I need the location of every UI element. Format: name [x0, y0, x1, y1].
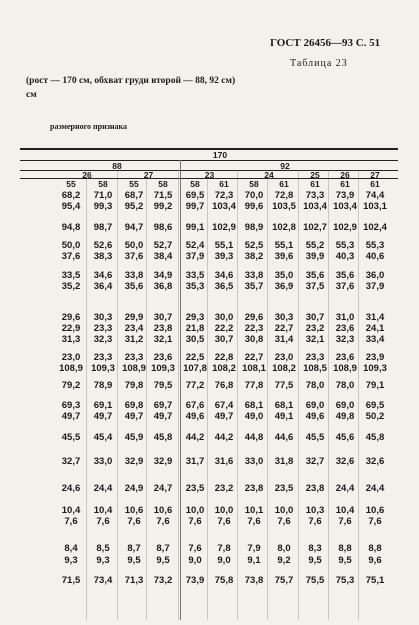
table-cell: 35,3	[185, 281, 205, 292]
column-head: 55	[129, 179, 139, 189]
table-cell: 108,9	[333, 363, 357, 374]
table-cell: 107,8	[183, 363, 207, 374]
table-cell: 73,4	[93, 575, 113, 586]
table-cell: 34,9	[153, 270, 173, 281]
standard-header: ГОСТ 26456—93 С. 51	[270, 37, 381, 49]
waist-group-label: 25	[310, 170, 320, 180]
table-cell: 109,3	[363, 363, 387, 374]
table-cell: 36,9	[274, 281, 294, 292]
table-cell: 102,9	[333, 222, 357, 233]
table-cell: 23,8	[305, 483, 325, 494]
table-cell: 55,3	[335, 240, 355, 251]
table-cell: 45,5	[305, 432, 325, 443]
table-cell: 31,4	[274, 334, 294, 345]
table-cell: 31,8	[274, 456, 294, 467]
table-cell: 32,3	[93, 334, 113, 345]
table-cell: 44,2	[185, 432, 205, 443]
table-cell: 34,6	[214, 270, 234, 281]
table-cell: 10,4	[93, 505, 113, 516]
table-cell: 23,0	[61, 352, 81, 363]
table-cell: 7,6	[308, 516, 322, 527]
table-cell: 7,6	[96, 516, 110, 527]
table-cell: 45,6	[335, 432, 355, 443]
table-cell: 44,6	[274, 432, 294, 443]
table-cell: 109,3	[91, 363, 115, 374]
table-cell: 39,9	[305, 251, 325, 262]
table-cell: 44,2	[214, 432, 234, 443]
table-cell: 22,2	[214, 323, 234, 334]
table-cell: 33,4	[365, 334, 385, 345]
table-cell: 9,0	[188, 555, 202, 566]
table-cell: 24,4	[365, 483, 385, 494]
table-cell: 7,6	[338, 516, 352, 527]
table-cell: 73,9	[335, 190, 355, 201]
table-cell: 23,3	[305, 352, 325, 363]
table-cell: 99,3	[93, 201, 113, 212]
table-cell: 77,8	[244, 380, 264, 391]
table-cell: 7,6	[188, 516, 202, 527]
table-cell: 32,1	[305, 334, 325, 345]
table-cell: 99,2	[153, 201, 173, 212]
table-cell: 10,6	[124, 505, 144, 516]
table-cell: 23,6	[335, 352, 355, 363]
table-caption: Таблица 23	[290, 58, 348, 69]
table-cell: 109,3	[151, 363, 175, 374]
table-cell: 35,6	[305, 270, 325, 281]
table-cell: 23,0	[274, 352, 294, 363]
waist-group-label: 27	[370, 170, 380, 180]
table-cell: 37,9	[185, 251, 205, 262]
chest-group-label: 92	[280, 161, 290, 171]
table-cell: 37,6	[124, 251, 144, 262]
table-cell: 32,9	[153, 456, 173, 467]
table-cell: 10,6	[365, 505, 385, 516]
table-cell: 8,8	[338, 543, 352, 554]
table-cell: 99,1	[185, 222, 205, 233]
table-cell: 103,4	[212, 201, 236, 212]
table-cell: 9,5	[127, 555, 141, 566]
table-cell: 10,0	[274, 505, 294, 516]
table-cell: 23,5	[185, 483, 205, 494]
table-cell: 40,6	[365, 251, 385, 262]
table-cell: 68,1	[274, 400, 294, 411]
table-cell: 78,0	[335, 380, 355, 391]
table-cell: 9,1	[247, 555, 261, 566]
column-head: 58	[249, 179, 259, 189]
table-cell: 23,6	[153, 352, 173, 363]
table-cell: 98,6	[153, 222, 173, 233]
table-cell: 52,7	[153, 240, 173, 251]
table-cell: 8,5	[96, 543, 110, 554]
table-cell: 7,6	[127, 516, 141, 527]
table-cell: 9,6	[368, 555, 382, 566]
table-cell: 23,3	[93, 352, 113, 363]
table-cell: 108,2	[272, 363, 296, 374]
column-head: 61	[219, 179, 229, 189]
table-cell: 103,5	[272, 201, 296, 212]
table-cell: 39,3	[214, 251, 234, 262]
table-cell: 32,6	[365, 456, 385, 467]
table-cell: 7,6	[217, 516, 231, 527]
table-cell: 35,7	[244, 281, 264, 292]
table-cell: 36,5	[214, 281, 234, 292]
height-group-label: 170	[212, 150, 228, 160]
table-cell: 23,3	[124, 352, 144, 363]
table-cell: 32,7	[61, 456, 81, 467]
section-label: размерного признака	[50, 122, 128, 131]
table-cell: 31,4	[365, 312, 385, 323]
table-cell: 55,2	[305, 240, 325, 251]
table-cell: 75,3	[335, 575, 355, 586]
table-cell: 69,1	[93, 400, 113, 411]
table-cell: 103,4	[303, 201, 327, 212]
table-cell: 69,5	[365, 400, 385, 411]
table-cell: 9,5	[338, 555, 352, 566]
table-cell: 70,0	[244, 190, 264, 201]
table-cell: 69,0	[305, 400, 325, 411]
table-cell: 71,3	[124, 575, 144, 586]
table-cell: 103,4	[333, 201, 357, 212]
table-cell: 49,8	[335, 411, 355, 422]
table-cell: 9,3	[96, 555, 110, 566]
table-cell: 40,3	[335, 251, 355, 262]
table-cell: 23,8	[244, 483, 264, 494]
table-cell: 67,6	[185, 400, 205, 411]
column-head: 61	[370, 179, 380, 189]
table-cell: 37,9	[365, 281, 385, 292]
table-cell: 8,7	[127, 543, 141, 554]
table-cell: 30,7	[214, 334, 234, 345]
table-condition: (рост — 170 см, обхват груди второй — 88, 92 см)	[26, 76, 236, 86]
table-cell: 23,4	[124, 323, 144, 334]
table-cell: 55,1	[274, 240, 294, 251]
table-cell: 77,5	[274, 380, 294, 391]
table-cell: 108,5	[303, 363, 327, 374]
table-cell: 45,8	[153, 432, 173, 443]
table-cell: 35,2	[61, 281, 81, 292]
unit-label: см	[26, 90, 37, 100]
table-cell: 73,8	[244, 575, 264, 586]
table-cell: 30,0	[214, 312, 234, 323]
waist-group-label: 26	[82, 170, 92, 180]
column-head: 61	[279, 179, 289, 189]
table-cell: 69,5	[185, 190, 205, 201]
table-cell: 9,5	[156, 555, 170, 566]
table-cell: 71,0	[93, 190, 113, 201]
table-cell: 73,2	[153, 575, 173, 586]
chest-group-label: 88	[112, 161, 122, 171]
table-cell: 22,9	[61, 323, 81, 334]
table-cell: 33,8	[124, 270, 144, 281]
table-cell: 49,6	[305, 411, 325, 422]
table-cell: 50,2	[365, 411, 385, 422]
table-cell: 49,1	[274, 411, 294, 422]
table-cell: 8,3	[308, 543, 322, 554]
table-cell: 32,7	[305, 456, 325, 467]
table-cell: 23,2	[305, 323, 325, 334]
table-cell: 77,2	[185, 380, 205, 391]
table-cell: 10,3	[305, 505, 325, 516]
table-cell: 21,8	[185, 323, 205, 334]
table-cell: 79,2	[61, 380, 81, 391]
table-cell: 9,0	[217, 555, 231, 566]
table-cell: 35,0	[274, 270, 294, 281]
table-cell: 24,1	[365, 323, 385, 334]
table-cell: 79,1	[365, 380, 385, 391]
column-head: 58	[98, 179, 108, 189]
waist-group-label: 24	[264, 170, 274, 180]
table-cell: 94,8	[61, 222, 81, 233]
table-cell: 38,3	[93, 251, 113, 262]
table-cell: 29,9	[124, 312, 144, 323]
table-cell: 79,8	[124, 380, 144, 391]
table-cell: 8,4	[64, 543, 78, 554]
table-cell: 22,7	[244, 352, 264, 363]
table-cell: 69,8	[124, 400, 144, 411]
table-cell: 9,3	[64, 555, 78, 566]
table-cell: 72,3	[214, 190, 234, 201]
table-cell: 45,9	[124, 432, 144, 443]
table-cell: 7,6	[368, 516, 382, 527]
table-cell: 8,8	[368, 543, 382, 554]
table-cell: 33,0	[93, 456, 113, 467]
table-cell: 98,7	[93, 222, 113, 233]
table-cell: 37,6	[335, 281, 355, 292]
table-cell: 33,5	[185, 270, 205, 281]
table-cell: 68,1	[244, 400, 264, 411]
table-cell: 108,1	[242, 363, 266, 374]
table-cell: 52,6	[93, 240, 113, 251]
table-cell: 55,1	[214, 240, 234, 251]
table-cell: 37,5	[305, 281, 325, 292]
table-cell: 103,1	[363, 201, 387, 212]
table-cell: 33,0	[244, 456, 264, 467]
table-cell: 32,1	[153, 334, 173, 345]
table-cell: 8,0	[277, 543, 291, 554]
table-cell: 69,3	[61, 400, 81, 411]
table-cell: 23,5	[274, 483, 294, 494]
table-cell: 79,5	[153, 380, 173, 391]
table-cell: 45,8	[365, 432, 385, 443]
table-cell: 23,9	[365, 352, 385, 363]
table-cell: 75,5	[305, 575, 325, 586]
table-cell: 75,1	[365, 575, 385, 586]
table-cell: 7,9	[247, 543, 261, 554]
table-cell: 29,6	[244, 312, 264, 323]
table-cell: 30,3	[93, 312, 113, 323]
table-cell: 95,4	[61, 201, 81, 212]
table-cell: 32,6	[335, 456, 355, 467]
table-cell: 108,2	[212, 363, 236, 374]
table-cell: 49,0	[244, 411, 264, 422]
table-cell: 37,6	[61, 251, 81, 262]
table-cell: 75,8	[214, 575, 234, 586]
table-cell: 72,8	[274, 190, 294, 201]
table-cell: 35,6	[124, 281, 144, 292]
table-cell: 22,7	[274, 323, 294, 334]
table-cell: 30,7	[305, 312, 325, 323]
table-cell: 69,0	[335, 400, 355, 411]
table-cell: 68,7	[124, 190, 144, 201]
table-cell: 71,5	[61, 575, 81, 586]
table-cell: 24,9	[124, 483, 144, 494]
table-cell: 32,3	[335, 334, 355, 345]
table-cell: 38,4	[153, 251, 173, 262]
table-cell: 10,6	[153, 505, 173, 516]
table-cell: 108,9	[122, 363, 146, 374]
table-cell: 23,2	[214, 483, 234, 494]
table-cell: 102,9	[212, 222, 236, 233]
table-cell: 7,6	[188, 543, 202, 554]
table-cell: 24,4	[93, 483, 113, 494]
table-cell: 102,8	[272, 222, 296, 233]
table-cell: 9,5	[308, 555, 322, 566]
table-cell: 99,6	[244, 201, 264, 212]
table-cell: 69,7	[153, 400, 173, 411]
table-cell: 7,6	[64, 516, 78, 527]
table-cell: 49,7	[153, 411, 173, 422]
table-cell: 7,6	[247, 516, 261, 527]
table-cell: 30,3	[274, 312, 294, 323]
table-cell: 10,0	[214, 505, 234, 516]
table-cell: 10,4	[335, 505, 355, 516]
table-cell: 7,6	[277, 516, 291, 527]
table-cell: 36,8	[153, 281, 173, 292]
table-cell: 24,7	[153, 483, 173, 494]
column-head: 58	[190, 179, 200, 189]
table-cell: 24,6	[61, 483, 81, 494]
table-cell: 31,6	[214, 456, 234, 467]
table-cell: 10,1	[244, 505, 264, 516]
table-cell: 73,3	[305, 190, 325, 201]
table-cell: 50,0	[124, 240, 144, 251]
table-cell: 31,2	[124, 334, 144, 345]
table-cell: 49,7	[214, 411, 234, 422]
table-cell: 33,8	[244, 270, 264, 281]
table-cell: 23,6	[335, 323, 355, 334]
table-cell: 38,2	[244, 251, 264, 262]
table-cell: 45,5	[61, 432, 81, 443]
table-cell: 102,4	[363, 222, 387, 233]
table-cell: 34,6	[93, 270, 113, 281]
table-cell: 8,7	[156, 543, 170, 554]
waist-group-label: 27	[143, 170, 154, 180]
table-cell: 102,7	[303, 222, 327, 233]
table-cell: 49,7	[93, 411, 113, 422]
table-cell: 9,2	[277, 555, 291, 566]
waist-group-label: 23	[204, 170, 215, 180]
table-cell: 22,3	[244, 323, 264, 334]
table-cell: 32,9	[124, 456, 144, 467]
table-cell: 71,5	[153, 190, 173, 201]
table-cell: 10,0	[185, 505, 205, 516]
table-cell: 94,7	[124, 222, 144, 233]
table-cell: 78,0	[305, 380, 325, 391]
column-head: 61	[340, 179, 350, 189]
table-cell: 50,0	[61, 240, 81, 251]
table-cell: 39,6	[274, 251, 294, 262]
table-cell: 31,7	[185, 456, 205, 467]
table-cell: 49,7	[124, 411, 144, 422]
table-cell: 55,3	[365, 240, 385, 251]
waist-group-label: 26	[340, 170, 350, 180]
table-cell: 7,8	[217, 543, 231, 554]
table-cell: 95,2	[124, 201, 144, 212]
table-cell: 52,4	[185, 240, 205, 251]
table-cell: 35,6	[335, 270, 355, 281]
table-cell: 44,8	[244, 432, 264, 443]
table-cell: 31,3	[61, 334, 81, 345]
table-cell: 33,5	[61, 270, 81, 281]
table-cell: 52,5	[244, 240, 264, 251]
table-cell: 36,0	[365, 270, 385, 281]
table-cell: 29,3	[185, 312, 205, 323]
column-head: 58	[158, 179, 168, 189]
table-cell: 49,7	[61, 411, 81, 422]
table-cell: 10,4	[61, 505, 81, 516]
table-cell: 99,7	[185, 201, 205, 212]
height-rule	[20, 160, 398, 161]
table-cell: 30,7	[153, 312, 173, 323]
table-cell: 30,8	[244, 334, 264, 345]
table-cell: 75,7	[274, 575, 294, 586]
table-cell: 67,4	[214, 400, 234, 411]
table-cell: 23,3	[93, 323, 113, 334]
table-cell: 23,8	[153, 323, 173, 334]
table-cell: 68,2	[61, 190, 81, 201]
table-cell: 24,4	[335, 483, 355, 494]
table-cell: 31,0	[335, 312, 355, 323]
table-cell: 36,4	[93, 281, 113, 292]
table-cell: 7,6	[156, 516, 170, 527]
column-head: 55	[66, 179, 76, 189]
table-cell: 45,4	[93, 432, 113, 443]
table-cell: 76,8	[214, 380, 234, 391]
table-cell: 74,4	[365, 190, 385, 201]
table-cell: 108,9	[59, 363, 83, 374]
table-cell: 49,6	[185, 411, 205, 422]
table-cell: 29,6	[61, 312, 81, 323]
table-cell: 22,8	[214, 352, 234, 363]
table-cell: 30,5	[185, 334, 205, 345]
table-cell: 22,5	[185, 352, 205, 363]
column-head: 61	[310, 179, 320, 189]
table-cell: 98,9	[244, 222, 264, 233]
table-cell: 73,9	[185, 575, 205, 586]
table-cell: 78,9	[93, 380, 113, 391]
